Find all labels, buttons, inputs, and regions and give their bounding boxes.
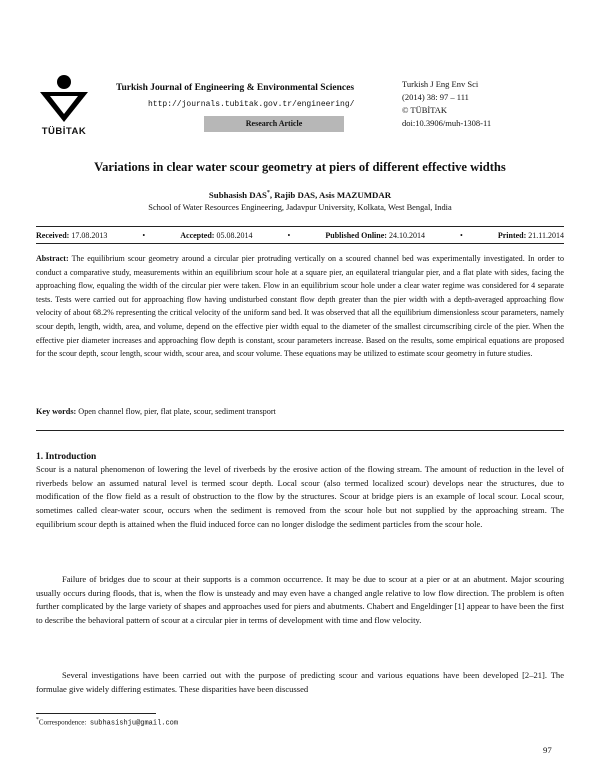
- logo-text: TÜBİTAK: [41, 126, 87, 137]
- corresponding-mark: *: [266, 190, 270, 197]
- journal-url[interactable]: http://journals.tubitak.gov.tr/engineering/: [148, 100, 355, 109]
- journal-abbrev: Turkish J Eng Env Sci: [402, 79, 479, 89]
- footnote-divider: [36, 713, 156, 714]
- author-primary: Subhasish DAS: [208, 190, 267, 200]
- abstract: [36, 252, 564, 361]
- tubitak-logo: [36, 68, 92, 140]
- citation-block: [402, 78, 491, 130]
- author-others: , Rajib DAS, Asis MAZUMDAR: [269, 190, 392, 200]
- abstract-label: Abstract:: [36, 254, 69, 263]
- footnote-label: Correspondence:: [38, 718, 87, 727]
- volume-pages: (2014) 38: 97 – 111: [402, 92, 469, 102]
- section-divider: [36, 430, 564, 431]
- bullet: •: [459, 231, 463, 240]
- keywords-text: Open channel flow, pier, flat plate, scour, sediment transport: [78, 407, 276, 416]
- abstract-text: The equilibrium scour geometry around a circular pier protruding vertically on a scoured channel bed was experimentally investigated. In order to conduct a comparative study, measurements within an equilibrium scour hole at a square pier, an equilateral triangular pier, and a flat plate with sides, facing the approaching flow, equaling the width of the circular pier were taken. Flow in an equilibrium scour hole under a clear water regime was considered for 4 separate tests. Tests were carried out for approaching flow having undisturbed constant flow depth greater than the pier width with a depth-averaged approaching flow velocity of about 68.2% representing the critical velocity of the uniform sand bed. It was observed that all the equilibrium dimensionless scour parameters, namely scour depth, length, width, area, and volume, depend on the effective pier width equal to the diameter of the smallest circumscribing circle of the pier. When the effective pier diameter increases and approaching flow depth is constant, scour parameters increase. Based on the results, some empirical equations are proposed for the scour depth, scour length, scour width, scour area, and scour volume. These equations may be utilized to estimate scour geometry in future studies.: [36, 254, 564, 359]
- accepted-date: Accepted: 05.08.2014: [180, 231, 253, 240]
- section-heading: 1. Introduction: [36, 452, 97, 462]
- footnote-mark: *: [36, 717, 39, 723]
- keywords-label: Key words:: [36, 407, 77, 416]
- bullet: •: [287, 231, 291, 240]
- printed-date: Printed: 21.11.2014: [497, 231, 564, 240]
- footnote-email[interactable]: subhasishju@gmail.com: [89, 719, 179, 728]
- copyright: © TÜBİTAK: [402, 105, 448, 115]
- article-type-badge: Research Article: [204, 116, 344, 132]
- authors: [0, 190, 600, 200]
- bullet: •: [142, 231, 146, 240]
- published-date: Published Online: 24.10.2014: [325, 231, 425, 240]
- divider-top: [36, 226, 564, 227]
- divider-bottom: [36, 243, 564, 244]
- dates-row: [36, 231, 564, 240]
- affiliation: School of Water Resources Engineering, Jadavpur University, Kolkata, West Bengal, India: [148, 203, 452, 212]
- doi[interactable]: doi:10.3906/muh-1308-11: [402, 118, 492, 128]
- intro-paragraph-3: Several investigations have been carried out with the purpose of predicting scour and various equations have been developed [2–21]. The formulae give widely differing estimates. These disparities have been discussed: [36, 670, 564, 694]
- received-date: Received: 17.08.2013: [36, 231, 108, 240]
- keywords: [36, 407, 564, 416]
- paper-title: Variations in clear water scour geometry at piers of different effective widths: [94, 160, 506, 174]
- page-number: 97: [543, 745, 552, 755]
- journal-title: Turkish Journal of Engineering & Environmental Sciences: [116, 83, 355, 93]
- intro-paragraph-1: Scour is a natural phenomenon of lowering the level of riverbeds by the erosive action of the flowing stream. The amount of reduction in the level of riverbeds below an assumed natural level is termed scour depth. Local scour (also termed localized scour) develops near the structures, due to modification of the flow field as a result of obstruction to the flow by the structures. Scour at bridge piers is an example of local scour. Local scour, sometimes called clear-water scour, occurs when the sediment is removed from the scour hole but not supplied by the approaching stream. The equilibrium scour depth is attained when the fluid induced force can no longer dislodge the sediment particles from the scour hole.: [36, 464, 564, 529]
- intro-paragraph-2: Failure of bridges due to scour at their supports is a common occurrence. It may be due to scour at a pier or at an abutment. Major scouring usually occurs during floods, that is, when the flow is unsteady and may even have a changed angle relative to low flow direction. The problem is often further complicated by the large variety of shapes and approaches used for piers and abutments. Chabert and Engeldinger [1] appear to have been the first to describe the behavioral pattern of scour at a circular pier in terms of development with time and flow velocity.: [36, 574, 564, 626]
- footnote: [36, 717, 178, 727]
